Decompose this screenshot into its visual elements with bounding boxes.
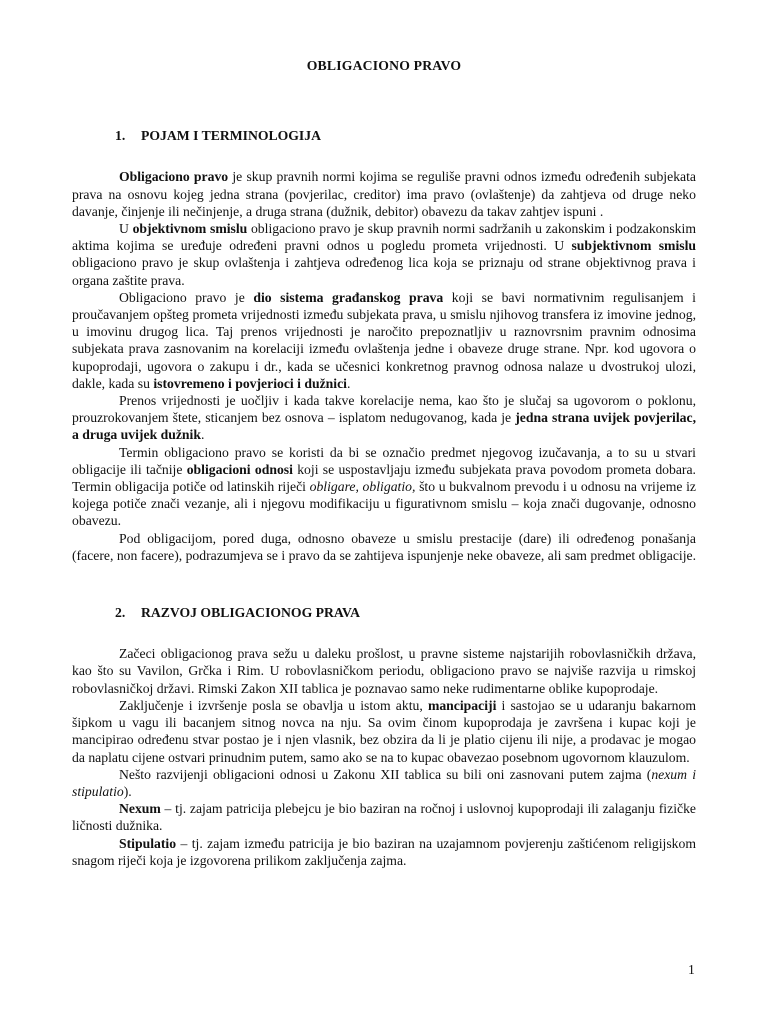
- text-run: Zaključenje i izvršenje posla se obavlja u istom aktu,: [119, 697, 428, 713]
- text-run: – tj. zajam patricija plebejcu je bio baziran na ročnoj i uslovnoj kupoprodaji ili zalaganju fizičke ličnosti dužnika.: [72, 801, 696, 834]
- paragraph: [72, 766, 696, 800]
- italic-text: obligare, obligatio,: [309, 479, 416, 495]
- text-run: i sastojao se u udaranju bakarnom šipkom u vagu ili bacanjem sitnog novca na nju. Sa ovim činom kupoprodaja je završena i kupac koji je mancipirao određenu stvar postao je i njen vlasnik, bez obzira da li je platio cijenu ili nije, a prodavac je mogao da naplatu cijene ostvari prinudnim putem, samo ako se na to kupac obavezao posebnom ugovornom klauzulom.: [72, 697, 696, 765]
- text-run: Nešto razvijenji obligacioni odnosi u Zakonu XII tablica su bili oni zasnovani putem zajma (: [119, 766, 652, 782]
- bold-text: mancipaciji: [427, 697, 497, 713]
- section-number: 1.: [115, 128, 126, 144]
- paragraph: [72, 645, 696, 697]
- paragraph: [72, 289, 696, 392]
- text-run: Prenos vrijednosti je uočljiv i kada takve korelacije nema, kao što je slučaj sa ugovorom o poklonu, prouzrokovanjem štete, sticanjem bez osnova – isplatom nedugovanog, kada je: [72, 393, 696, 426]
- text-run: ).: [123, 783, 132, 799]
- text-run: Pod obligacijom, pored duga, odnosno obaveze u smislu prestacije (dare) ili određenog ponašanja (facere, non facere), podrazumjeva se i pravo da se zahtijeva ispunjenje neke obaveze, ali sam predmet obligacije.: [72, 530, 697, 563]
- paragraph: [72, 392, 696, 444]
- bold-text: istovremeno i povjerioci i dužnici: [153, 375, 347, 391]
- paragraph: [72, 530, 696, 564]
- paragraph: [72, 835, 696, 869]
- section-body-1: [72, 168, 696, 564]
- bold-text: Nexum: [119, 801, 161, 817]
- paragraph: [72, 220, 696, 289]
- bold-text: subjektivnom smislu: [571, 238, 696, 254]
- page-number: 1: [688, 962, 695, 977]
- paragraph: [72, 168, 696, 220]
- text-run: Termin obligaciono pravo se koristi da bi se označio predmet njegovog izučavanja, a to su u stvari obligacije ili tačnije: [72, 444, 696, 477]
- section-title: POJAM I TERMINOLOGIJA: [141, 128, 321, 144]
- bold-text: objektivnom smislu: [132, 221, 248, 237]
- text-run: obligaciono pravo je skup pravnih normi sadržanih u zakonskim i podzakonskim aktima kojima se uređuje određeni pravni odnos u pogledu prometa vrijednosti. U: [72, 221, 696, 254]
- text-run: koji se uspostavljaju između subjekata prava povodom prometa dobara. Termin obligacija potiče od latinskih riječi: [72, 461, 696, 495]
- bold-text: dio sistema građanskog prava: [253, 289, 444, 305]
- document-body: [72, 0, 696, 869]
- section-number: 2.: [115, 605, 126, 621]
- section-body-2: [72, 645, 696, 869]
- document-title: OBLIGACIONO PRAVO: [306, 58, 462, 73]
- text-run: što u bukvalnom prevodu i u odnosu na vrijeme iz kojega potiče znači vezanje, ali i njegovu modifikaciju u figurativnom smislu – koja znači dugovanje, odnosno obavezu.: [72, 479, 696, 529]
- bold-text: Stipulatio: [119, 835, 177, 851]
- paragraph: [72, 444, 696, 530]
- section-heading-1: [72, 127, 696, 144]
- text-run: – tj. zajam između patricija je bio baziran na uzajamnom povjerenju zaštićenom religijskom snagom riječi koja je izgovorena prilikom zaključenja zajma.: [72, 835, 696, 868]
- text-run: obligaciono pravo je skup ovlaštenja i zahtjeva određenog lica koja se priznaju od strane objektivnog prava i organa zaštite prava.: [72, 255, 696, 288]
- text-run: U: [119, 221, 133, 237]
- text-run: .: [200, 427, 205, 443]
- text-run: .: [346, 375, 351, 391]
- section-heading-2: [72, 604, 696, 621]
- bold-text: Obligaciono pravo: [119, 169, 229, 185]
- text-run: Obligaciono pravo je: [119, 289, 254, 305]
- italic-text: nexum i stipulatio: [72, 766, 697, 799]
- text-run: je skup pravnih normi kojima se reguliše pravni odnos između određenih subjekata prava na osnovu kojeg jedna strana (povjerilac, creditor) ima pravo (ovlaštenje) da zahtjeva od druge neko davanje, činjenje ili nečinjenje, a druga strana (dužnik, debitor) obavezu da takav zahtjev ispuni .: [72, 169, 696, 219]
- bold-text: jedna strana uvijek povjerilac, a druga uvijek dužnik: [72, 410, 697, 443]
- paragraph: [72, 800, 696, 834]
- section-title: RAZVOJ OBLIGACIONOG PRAVA: [141, 605, 361, 621]
- bold-text: obligacioni odnosi: [186, 461, 293, 477]
- text-run: Začeci obligacionog prava sežu u daleku prošlost, u pravne sisteme najstarijih robovlasničkih država, kao što su Vavilon, Grčka i Rim. U robovlasničkom periodu, obligaciono pravo se najviše razvija u rimskoj robovlasničkoj državi. Rimski Zakon XII tablica je poznavao samo neke rudimentarne oblike kupoprodaje.: [72, 646, 696, 696]
- text-run: koji se bavi normativnim regulisanjem i proučavanjem opšteg prometa vrijednosti između subjekata prava, u smislu njihovog transfera iz imovine jednog, u imovinu drugog lica. Taj prenos vrijednosti je naročito prepoznatljiv u raznovrsnim pravnim odnosima subjekata prava zasnovanim na korelaciji između ovlaštenja jedne i obaveze druge strane. Npr. kod ugovora o kupoprodaji, ugovora o zakupu i dr., kada se učesnici konkretnog pravnog odnosa nalaze u dvostrukoj ulozi, dakle, kada su: [72, 289, 696, 391]
- paragraph: [72, 697, 696, 766]
